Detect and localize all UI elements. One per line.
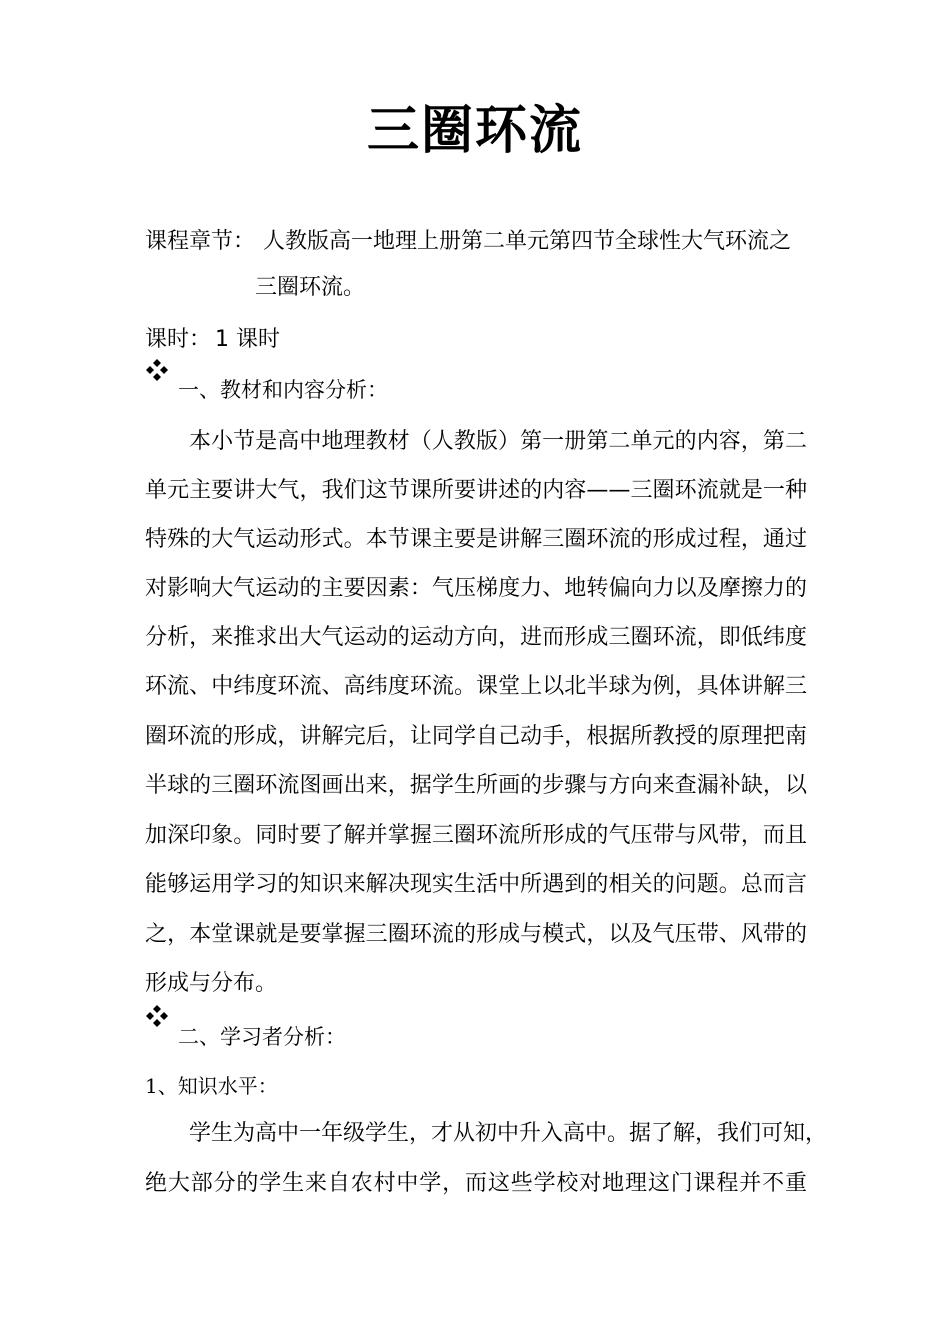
paragraph-line: 学生为高中一年级学生，才从初中升入高中。据了解，我们可知， [189, 1121, 828, 1146]
paragraph-line: 单元主要讲大气，我们这节课所要讲述的内容——三圈环流就是一种 [145, 478, 807, 503]
paragraph-line: 环流、中纬度环流、高纬度环流。课堂上以北半球为例，具体讲解三 [145, 674, 807, 699]
paragraph-line: 本小节是高中地理教材（人教版）第一册第二单元的内容，第二 [189, 429, 807, 454]
chapter-label: 课程章节： [145, 229, 256, 254]
paragraph-line: 之，本堂课就是要掌握三圈环流的形成与模式，以及气压带、风带的 [145, 922, 807, 947]
paragraph-line: 加深印象。同时要了解并掌握三圈环流所形成的气压带与风带，而且 [145, 823, 807, 848]
paragraph-line: 半球的三圈环流图画出来，据学生所画的步骤与方向来查漏补缺，以 [145, 773, 807, 798]
document-title: 三圈环流 [366, 101, 583, 161]
paragraph-line: 绝大部分的学生来自农村中学，而这些学校对地理这门课程并不重 [145, 1171, 807, 1196]
diamond-bullet-icon [145, 1004, 169, 1028]
paragraph-line: 能够运用学习的知识来解决现实生活中所遇到的相关的问题。总而言 [145, 872, 807, 897]
section-2-heading: 二、学习者分析： [178, 1025, 346, 1049]
paragraph-line: 形成与分布。 [145, 971, 278, 996]
chapter-text-line-1: 人教版高一地理上册第二单元第四节全球性大气环流之 [263, 229, 792, 254]
hours-value: 1 课时 [215, 327, 280, 352]
chapter-text-line-2: 三圈环流。 [255, 275, 366, 300]
hours-label: 课时： [145, 327, 212, 352]
paragraph-line: 分析，来推求出大气运动的运动方向，进而形成三圈环流，即低纬度 [145, 625, 807, 650]
section-1-heading: 一、教材和内容分析： [178, 378, 388, 402]
paragraph-line: 对影响大气运动的主要因素：气压梯度力、地转偏向力以及摩擦力的 [145, 576, 807, 601]
diamond-bullet-icon [145, 358, 169, 382]
subsection-1-heading: 1、知识水平： [145, 1074, 278, 1098]
paragraph-line: 特殊的大气运动形式。本节课主要是讲解三圈环流的形成过程，通过 [145, 527, 807, 552]
paragraph-line: 圈环流的形成，讲解完后，让同学自己动手，根据所教授的原理把南 [145, 724, 807, 749]
